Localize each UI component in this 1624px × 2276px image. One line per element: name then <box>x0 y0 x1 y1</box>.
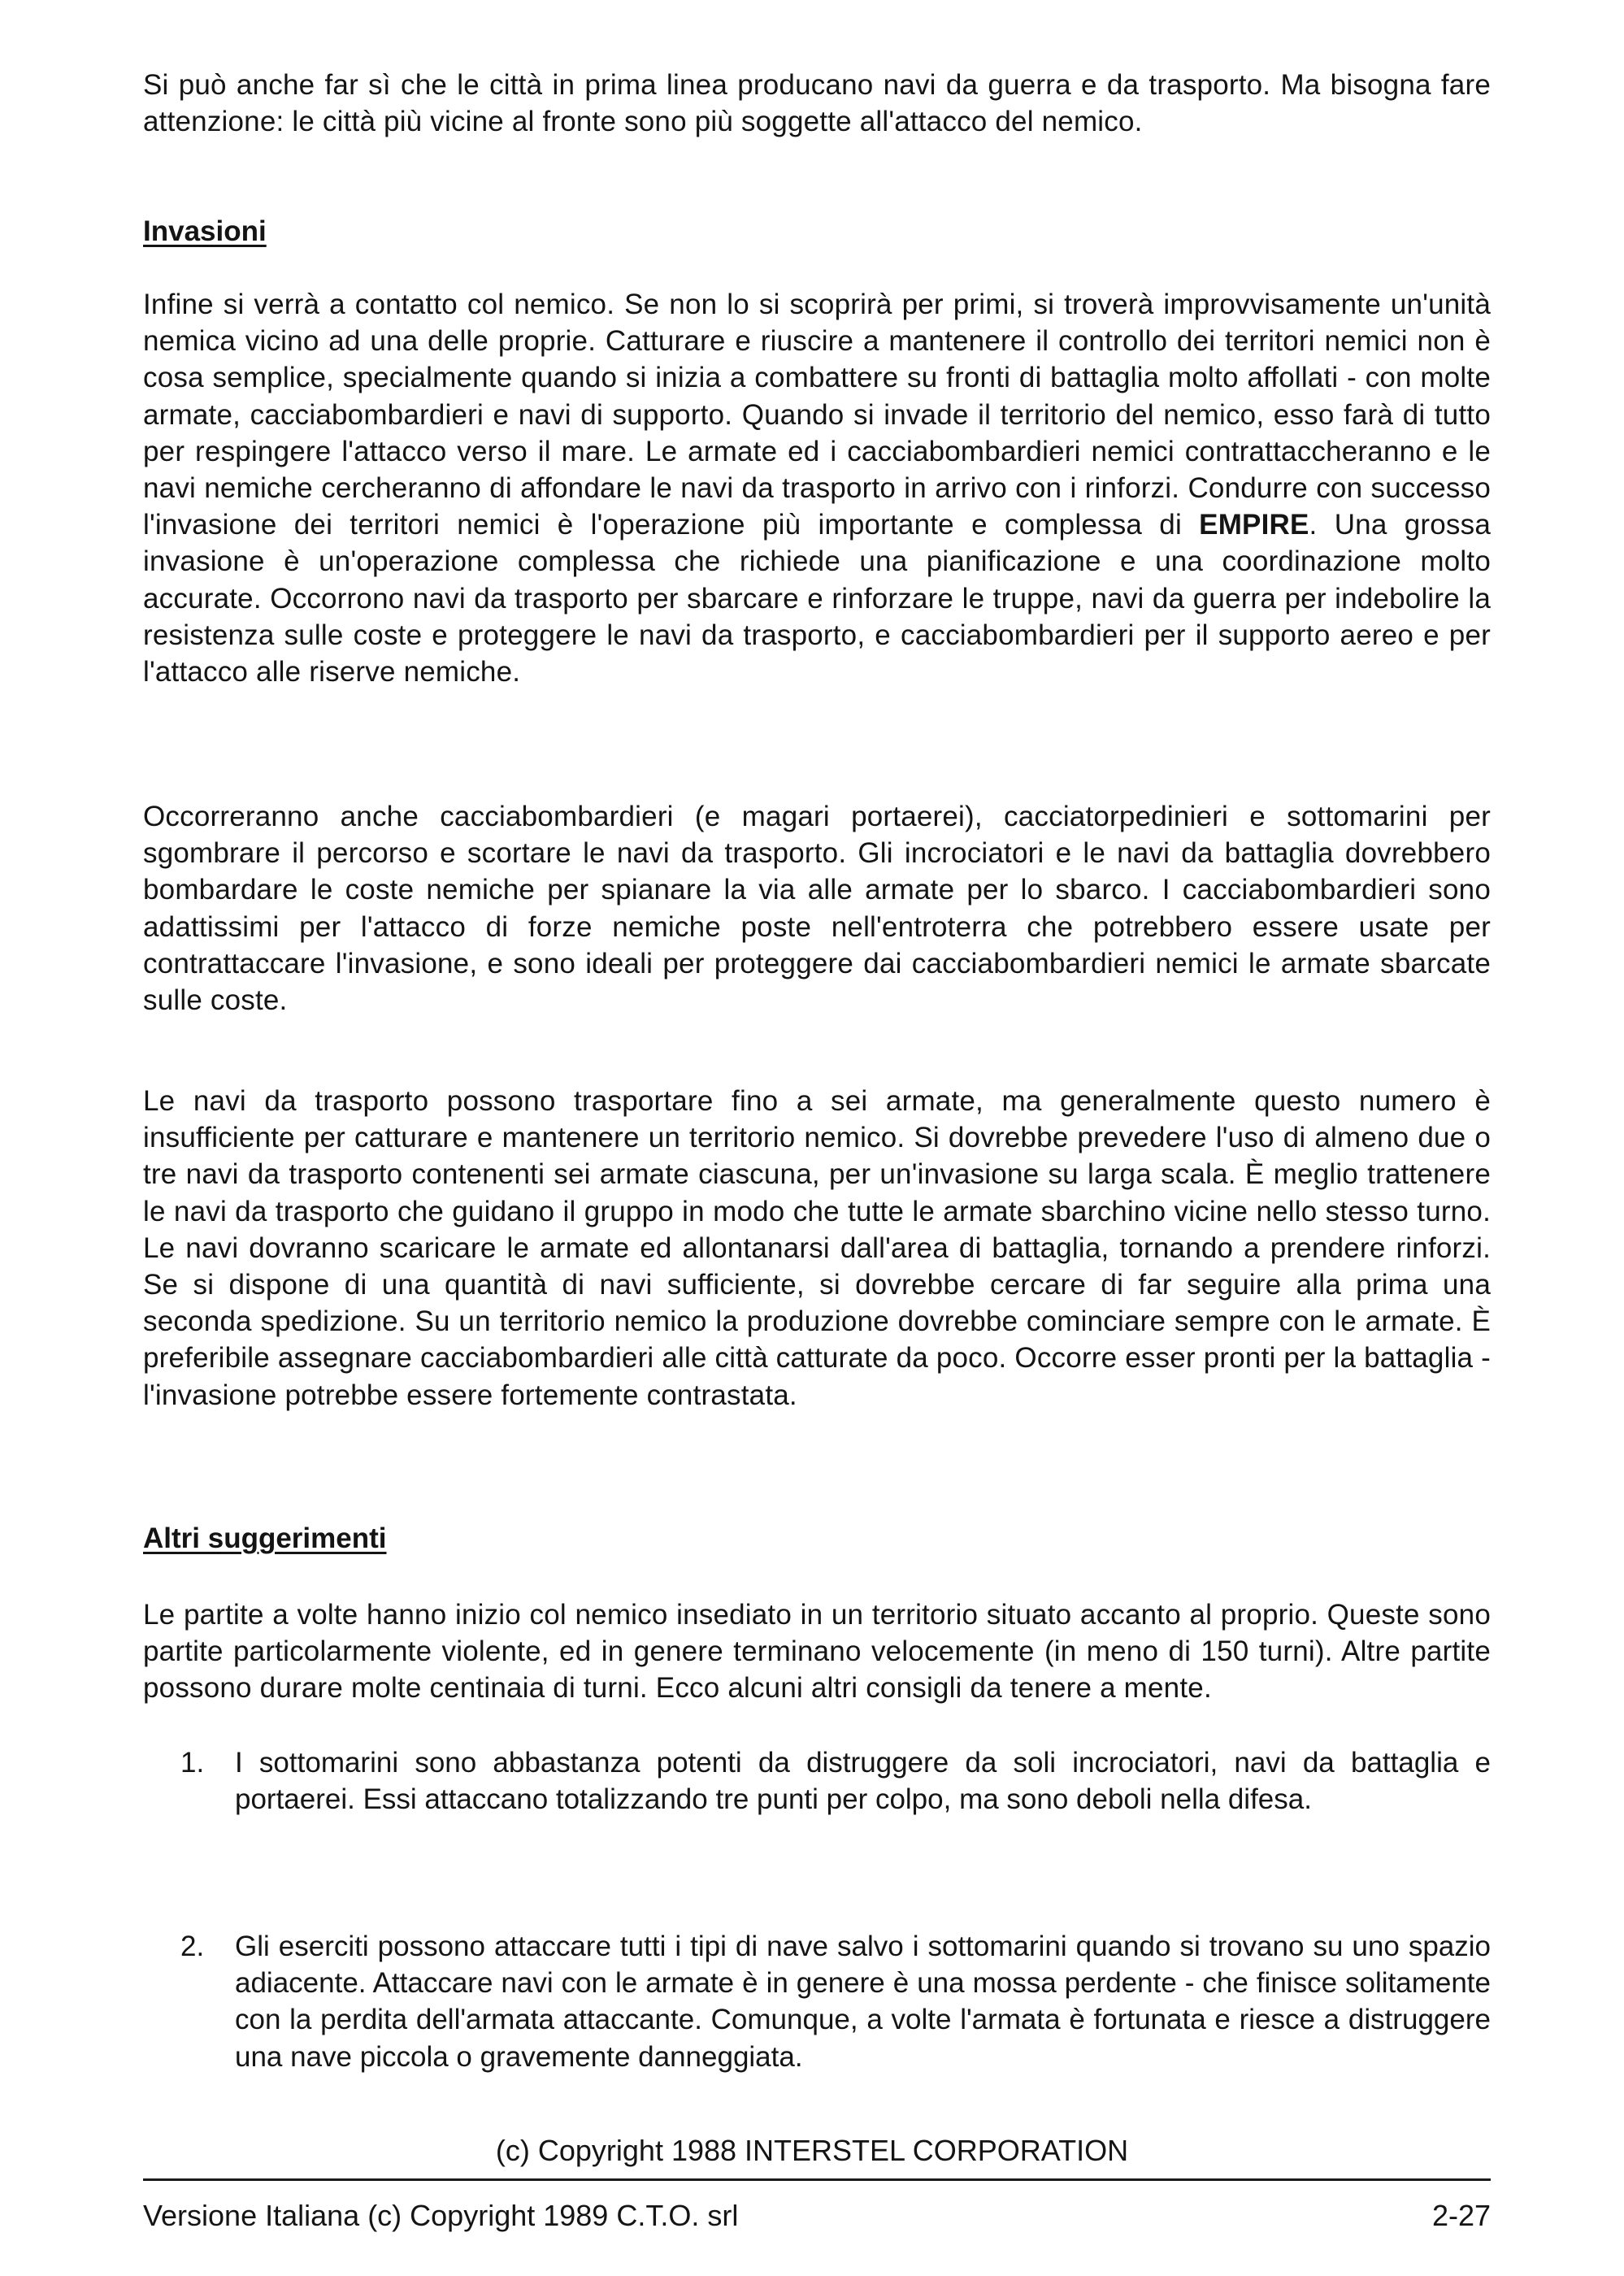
list-item <box>143 1744 1491 1818</box>
invasions-paragraph-3: Le navi da trasporto possono trasportare fino a sei armate, ma generalmente questo numero è insufficiente per catturare e mantenere un territorio nemico. Si dovrebbe prevedere l'uso di almeno due o tre navi da trasporto contenenti sei armate ciascuna, per un'invasione su larga scala. È meglio trattenere le navi da trasporto che guidano il gruppo in modo che tutte le armate sbarchino vicine nello stesso turno. Le navi dovranno scaricare le armate ed allontanarsi dall'area di battaglia, tornando a prendere rinforzi. Se si dispone di una quantità di navi sufficiente, si dovrebbe cercare di far seguire alla prima una seconda spedizione. Su un territorio nemico la produzione dovrebbe cominciare sempre con le armate. È preferibile assegnare cacciabombardieri alle città catturate da poco. Occorre esser pronti per la battaglia - l'invasione potrebbe essere fortemente contrastata. <box>143 1085 1491 1411</box>
invasions-paragraph-1-start: Infine si verrà a contatto col nemico. Se non lo si scoprirà per primi, si troverà improvvisamente un'unità nemica vicino ad una delle proprie. Catturare e riuscire a mantenere il controllo dei territori nemici non è cosa semplice, specialmente quando si inizia a combattere su fronti di battaglia molto affollati - con molte armate, cacciabombardieri e navi di supporto. Quando si invade il territorio del nemico, esso farà di tutto per respingere l'attacco verso il mare. Le armate ed i cacciabombardieri nemici contrattaccheranno e le navi nemiche cercheranno di affondare le navi da trasporto in arrivo con i rinforzi. Condurre con successo l'invasione dei territori nemici è l'operazione più importante e complessa di <box>143 289 1491 541</box>
list-item <box>143 1928 1491 2075</box>
tips-list-item-2 <box>143 1928 1491 2075</box>
list-item-number: 2. <box>180 1931 205 1962</box>
section-heading-invasions: Invasioni <box>143 215 267 247</box>
invasions-paragraph-1 <box>143 286 1491 690</box>
invasions-paragraph-1-end: . Una grossa invasione è un'operazione complessa che richiede una pianificazione e una coordinazione molto accurate. Occorrono navi da trasporto per sbarcare e rinforzare le truppe, navi da guerra per indebolire la resistenza sulle coste e proteggere le navi da trasporto, e cacciabombardieri per il supporto aereo e per l'attacco alle riserve nemiche. <box>143 509 1491 688</box>
intro-paragraph: Si può anche far sì che le città in prima linea producano navi da guerra e da trasporto. Ma bisogna fare attenzione: le città più vicine al fronte sono più soggette all'attacco del nemico. <box>143 69 1491 138</box>
page-number: 2-27 <box>1431 2199 1491 2232</box>
list-item-text: I sottomarini sono abbastanza potenti da distruggere da soli incrociatori, navi da battaglia e portaerei. Essi attaccano totalizzando tre punti per colpo, ma sono deboli nella difesa. <box>235 1747 1491 1816</box>
invasions-paragraph-2: Occorreranno anche cacciabombardieri (e magari portaerei), cacciatorpedinieri e sottomarini per sgombrare il percorso e scortare le navi da trasporto. Gli incrociatori e le navi da battaglia dovrebbero bombardare le coste nemiche per spianare la via alle armate per lo sbarco. I cacciabombardieri sono adattissimi per l'attacco di forze nemiche poste nell'entroterra che potrebbero essere usate per contrattaccare l'invasione, e sono ideali per proteggere dai cacciabombardieri nemici le armate sbarcate sulle coste. <box>143 801 1491 1017</box>
footer-version: Versione Italiana (c) Copyright 1989 C.T.O. srl <box>143 2199 739 2232</box>
tips-list-item-1 <box>143 1744 1491 1818</box>
tips-intro-paragraph: Le partite a volte hanno inizio col nemico insediato in un territorio situato accanto al proprio. Queste sono partite particolarmente violente, ed in genere terminano velocemente (in meno di 150 turni). Altre partite possono durare molte centinaia di turni. Ecco alcuni altri consigli da tenere a mente. <box>143 1599 1491 1705</box>
section-heading-other-tips: Altri suggerimenti <box>143 1522 387 1554</box>
footer-copyright: (c) Copyright 1988 INTERSTEL CORPORATION <box>495 2134 1129 2167</box>
footer-divider <box>143 2178 1491 2181</box>
list-item-text: Gli eserciti possono attaccare tutti i tipi di nave salvo i sottomarini quando si trovano su uno spazio adiacente. Attaccare navi con le armate è in genere è una mossa perdente - che finisce solitamente con la perdita dell'armata attaccante. Comunque, a volte l'armata è fortunata e riesce a distruggere una nave piccola o gravemente danneggiata. <box>235 1931 1491 2073</box>
list-item-number: 1. <box>180 1747 205 1779</box>
empire-title: EMPIRE <box>1199 509 1309 541</box>
